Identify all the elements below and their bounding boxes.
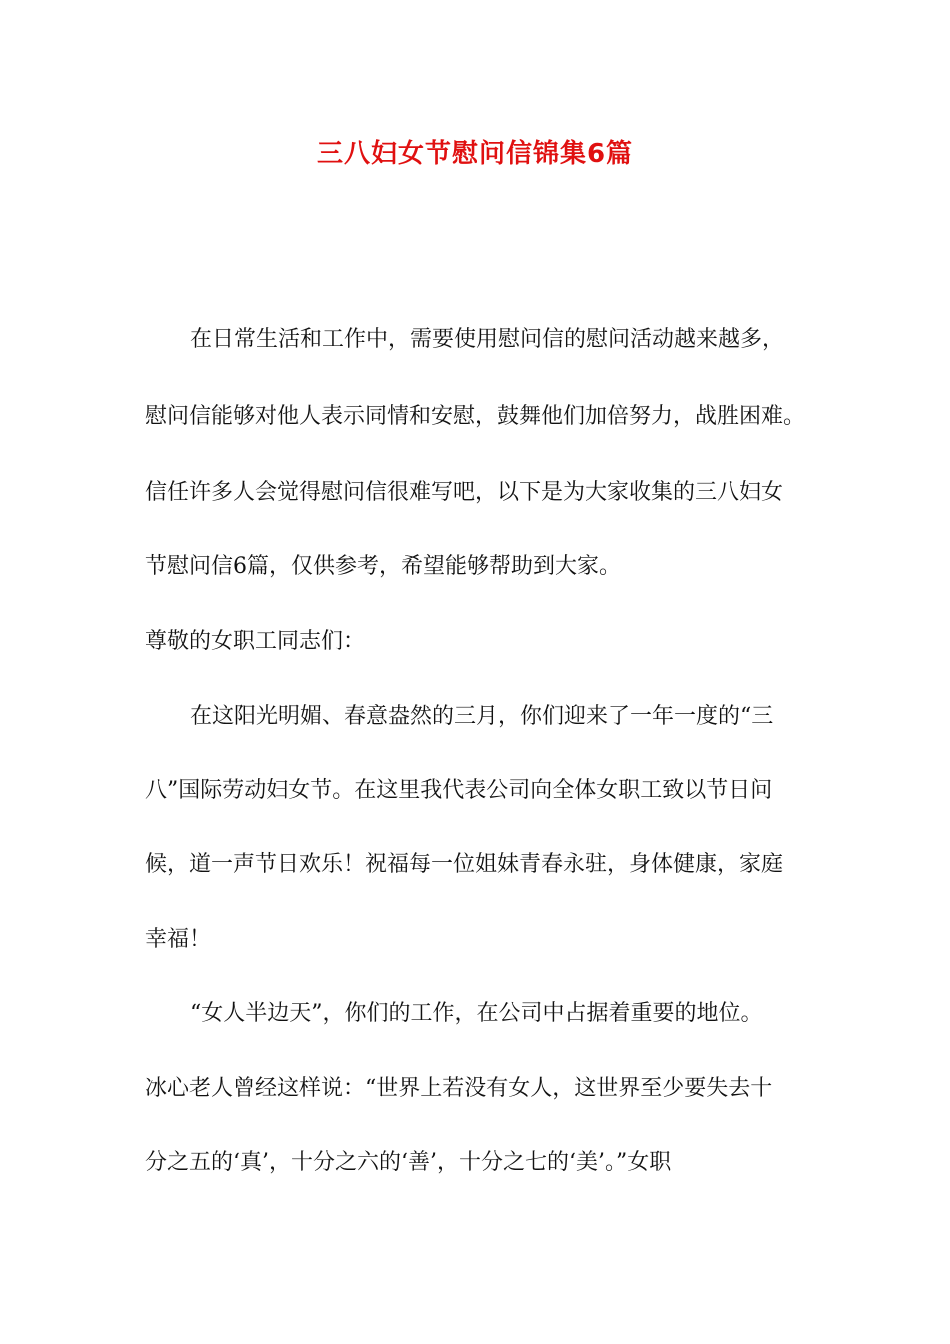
- body-line: 幸福！: [145, 927, 212, 952]
- body-line: 信任许多人会觉得慰问信很难写吧，以下是为大家收集的三八妇女: [145, 480, 784, 505]
- body-line: 在这阳光明媚、春意盎然的三月，你们迎来了一年一度的“三: [190, 704, 774, 729]
- body-line: 冰心老人曾经这样说：“世界上若没有女人，这世界至少要失去十: [145, 1076, 773, 1101]
- body-line: 候，道一声节日欢乐！祝福每一位姐妹青春永驻，身体健康，家庭: [145, 852, 784, 877]
- body-line: 在日常生活和工作中，需要使用慰问信的慰问活动越来越多，: [190, 327, 785, 352]
- body-line: “女人半边天”，你们的工作，在公司中占据着重要的地位。: [190, 1001, 763, 1026]
- salutation-line: 尊敬的女职工同志们：: [145, 629, 366, 654]
- body-line: 八”国际劳动妇女节。在这里我代表公司向全体女职工致以节日问: [145, 778, 773, 803]
- body-line: 节慰问信6篇，仅供参考，希望能够帮助到大家。: [145, 554, 621, 579]
- body-line: 分之五的‘真’，十分之六的‘善’，十分之七的‘美’。”女职: [145, 1150, 672, 1175]
- document-title: 三八妇女节慰问信锦集6篇: [316, 139, 634, 169]
- body-line: 慰问信能够对他人表示同情和安慰，鼓舞他们加倍努力，战胜困难。: [145, 404, 806, 429]
